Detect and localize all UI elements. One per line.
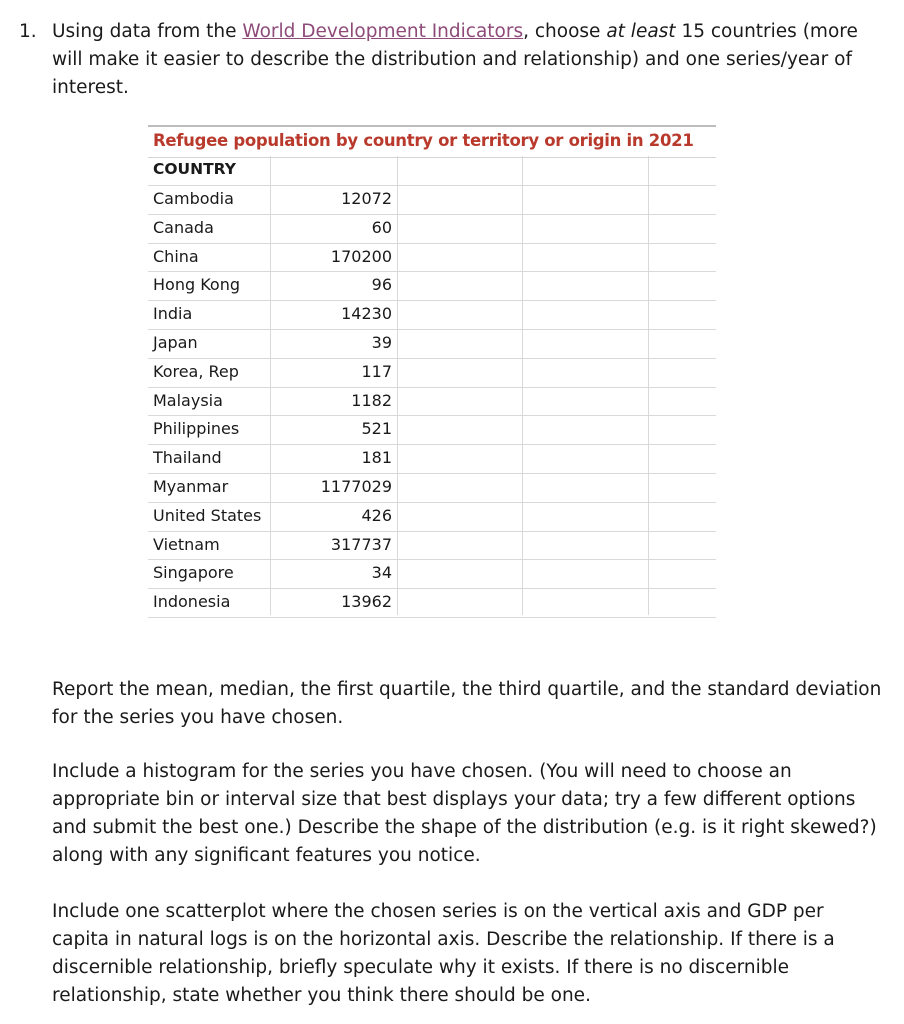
country-cell: Korea, Rep — [153, 361, 239, 381]
country-cell: Vietnam — [153, 534, 220, 554]
value-cell: 96 — [371, 275, 392, 295]
table-title-row — [148, 125, 716, 158]
country-cell: Hong Kong — [153, 275, 240, 295]
table-row — [148, 444, 716, 474]
table-row — [148, 185, 716, 215]
column-divider — [270, 156, 271, 615]
country-cell: India — [153, 304, 193, 324]
refugee-table — [148, 125, 716, 615]
value-cell: 13962 — [341, 592, 392, 612]
country-cell: United States — [153, 505, 262, 525]
country-cell: Thailand — [153, 448, 222, 468]
column-header-country: COUNTRY — [153, 160, 236, 178]
value-cell: 39 — [371, 333, 392, 352]
value-cell: 317737 — [330, 534, 392, 554]
value-cell: 426 — [361, 505, 392, 525]
value-cell: 117 — [361, 361, 392, 381]
table-title: Refugee population by country or territory or origin in 2021 — [153, 131, 694, 150]
table-row — [148, 358, 716, 388]
paragraph-histogram: Include a histogram for the series you have chosen. (You will need to choose an appropriate bin or interval size that best displays your data; try a few different options and submit the best one.) Describe the shape of the distribution (e.g. is it right skewed?) along with any significant features you notice. — [52, 761, 877, 866]
country-cell: Myanmar — [153, 477, 229, 496]
country-cell: Indonesia — [153, 592, 231, 612]
wdi-link[interactable]: World Development Indicators — [242, 21, 524, 42]
question-rest: 15 countries (more will make it easier to describe the distribution and relationship) and one series/year of interest. — [52, 21, 858, 98]
country-cell: Japan — [153, 333, 198, 352]
value-cell: 14230 — [341, 304, 392, 324]
table-row — [148, 588, 716, 618]
country-cell: Canada — [153, 217, 214, 237]
table-row — [148, 329, 716, 359]
table-row — [148, 243, 716, 273]
value-cell: 181 — [361, 448, 392, 468]
table-row — [148, 559, 716, 589]
question-text — [52, 18, 882, 102]
value-cell: 1177029 — [320, 477, 392, 496]
question-intro: Using data from the — [52, 21, 243, 42]
table-row — [148, 415, 716, 445]
value-cell: 170200 — [330, 246, 392, 266]
table-row — [148, 502, 716, 532]
table-header-row — [148, 156, 716, 186]
table-row — [148, 387, 716, 417]
value-cell: 60 — [371, 217, 392, 237]
value-cell: 12072 — [341, 189, 392, 208]
country-cell: Cambodia — [153, 189, 234, 208]
table-row — [148, 271, 716, 301]
question-number: 1. — [19, 21, 37, 42]
column-divider — [522, 156, 523, 615]
country-cell: China — [153, 246, 199, 266]
question-mid: , choose — [523, 21, 607, 42]
question-emphasis: at least — [606, 21, 676, 42]
value-cell: 34 — [371, 563, 392, 583]
country-cell: Philippines — [153, 419, 240, 439]
country-cell: Singapore — [153, 563, 234, 583]
table-row — [148, 473, 716, 503]
table-row — [148, 300, 716, 330]
table-row — [148, 531, 716, 561]
value-cell: 1182 — [351, 390, 392, 410]
country-cell: Malaysia — [153, 390, 223, 410]
column-divider — [648, 156, 649, 615]
paragraph-scatterplot: Include one scatterplot where the chosen series is on the vertical axis and GDP per capita in natural logs is on the horizontal axis. Describe the relationship. If there is a discernible relationship, briefly speculate why it exists. If there is no discernible relationship, state whether you think there should be one. — [52, 901, 835, 1006]
value-cell: 521 — [361, 419, 392, 439]
paragraph-summary-stats: Report the mean, median, the first quartile, the third quartile, and the standard deviation for the series you have chosen. — [52, 679, 882, 728]
table-row — [148, 214, 716, 244]
column-divider — [397, 156, 398, 615]
